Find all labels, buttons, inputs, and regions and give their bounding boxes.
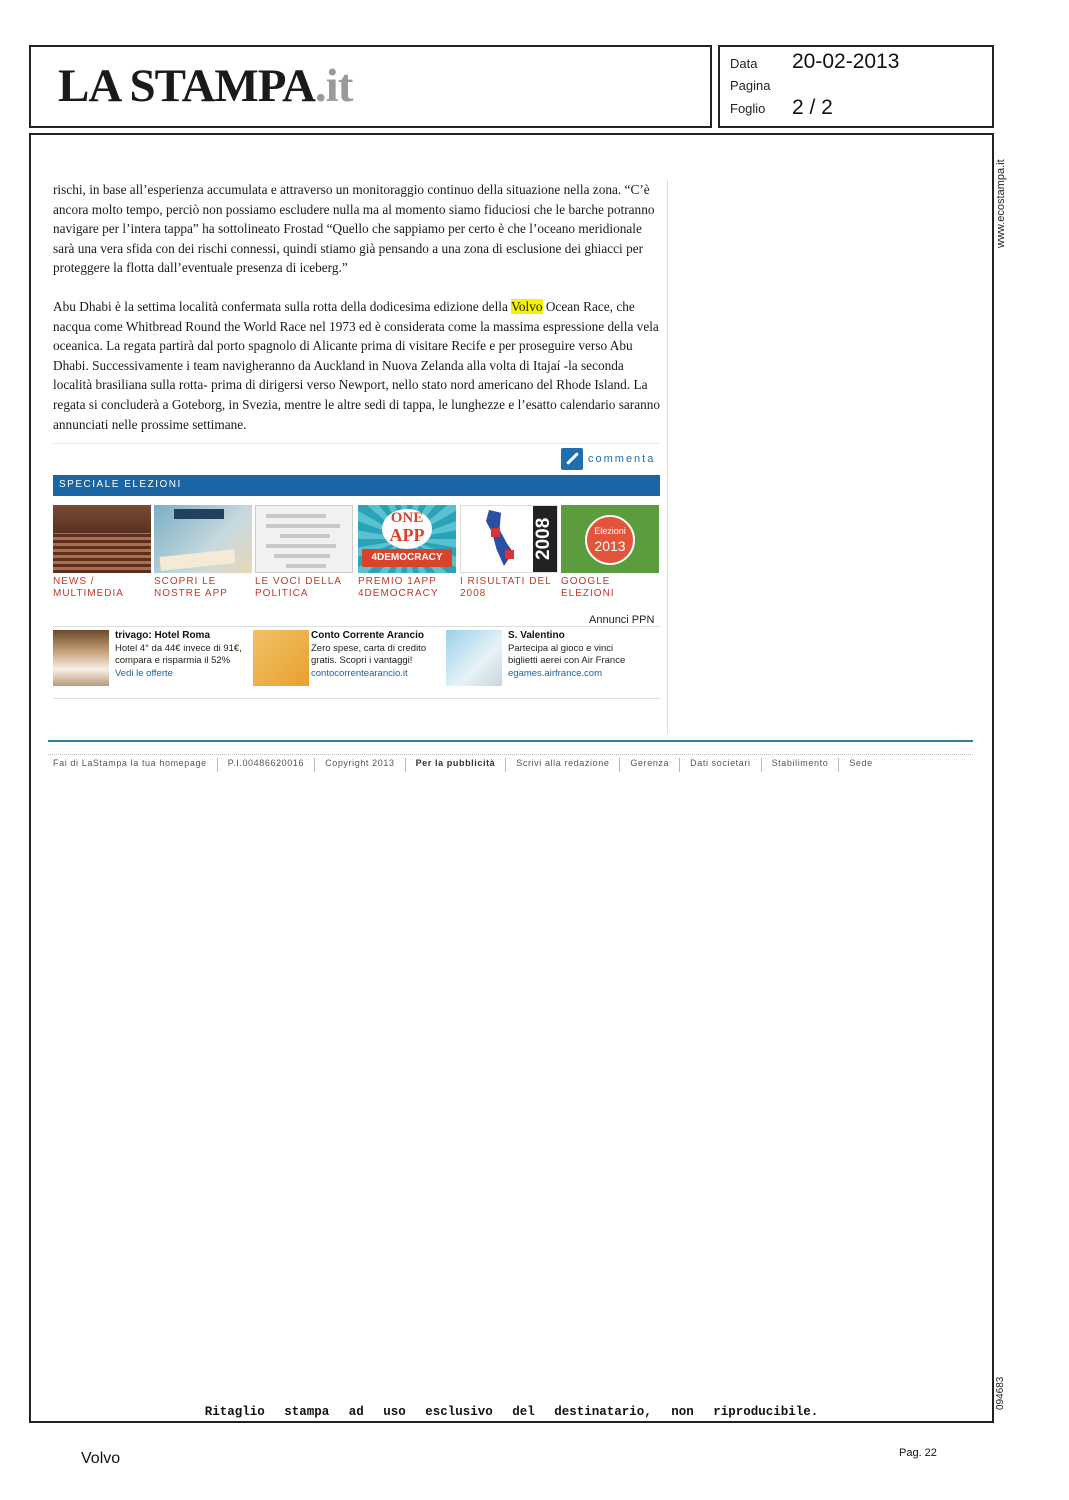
footer-link[interactable]: Scrivi alla redazione <box>505 758 619 772</box>
la-stampa-logo: LA STAMPA.it <box>58 60 353 112</box>
footer-link[interactable]: Per la pubblicità <box>405 758 506 772</box>
tile-scopri-app[interactable]: SCOPRI LE NOSTRE APP <box>154 505 252 600</box>
footer-rule <box>48 740 973 742</box>
page-label: Pagina <box>730 78 771 93</box>
paragraph-2: Abu Dhabi è la settima località confermata sulla rotta della dodicesima edizione della Volvo Ocean Race, che nacqua come Whitbread Round the World Race nel 1973 ed è considerata come la massima espressione della vela oceanica. La regata partirà dal porto spagnolo di Alicante prima di visitare Recife e per proseguire verso Abu Dhabi. Successivamente i team navigheranno da Auckland in Nuova Zelanda alla volta di Itajaí -la seconda località brasiliana sulla rotta- prima di dirigersi verso Newport, nello stato nord americano del Rhode Island. La regata si concluderà a Goteborg, in Svezia, mentre le altre sedi di tappa, le lunghezze e l’esatto calendario saranno annunciati nelle prossime settimane. <box>53 299 661 432</box>
italy-map-icon: 2008 <box>460 505 558 573</box>
ad-link[interactable]: egames.airfrance.com <box>508 667 602 679</box>
app-promo-icon <box>154 505 252 573</box>
highlighted-keyword: Volvo <box>510 299 543 314</box>
page-number: Pag. 22 <box>899 1447 937 1459</box>
ad-link[interactable]: Vedi le offerte <box>115 667 173 679</box>
elezioni-badge-icon: Elezioni 2013 <box>561 505 659 573</box>
ecostampa-site: www.ecostampa.it <box>995 159 1007 248</box>
annunci-label: Annunci PPN <box>589 614 655 626</box>
footer-link[interactable]: Copyright 2013 <box>314 758 404 772</box>
tile-news-multimedia[interactable]: NEWS / MULTIMEDIA <box>53 505 151 600</box>
commenta-button[interactable] <box>561 447 655 471</box>
ads-divider-top <box>53 626 660 627</box>
ad-link[interactable]: contocorrentearancio.it <box>311 667 408 679</box>
tile-google-elezioni[interactable]: Elezioni 2013 GOOGLE ELEZIONI <box>561 505 659 600</box>
tile-voci-politica[interactable]: LE VOCI DELLA POLITICA <box>255 505 353 600</box>
footer-link[interactable]: Sede <box>838 758 882 772</box>
footer-link[interactable]: Fai di LaStampa la tua homepage <box>53 758 207 768</box>
date-label: Data <box>730 56 758 71</box>
sheet-value: 2 / 2 <box>792 96 833 119</box>
tile-premio-1app[interactable]: ONE APP 4DEMOCRACY PREMIO 1APP 4DEMOCRACY <box>358 505 456 600</box>
hotel-room-image <box>53 630 109 686</box>
credit-card-image <box>253 630 309 686</box>
clipping-code: 094683 <box>995 1376 1006 1410</box>
tile-risultati-2008[interactable]: 2008 I RISULTATI DEL 2008 <box>460 505 558 600</box>
ads-divider-bottom <box>53 698 660 699</box>
footer-link[interactable]: Dati societari <box>679 758 760 772</box>
commenta-label: commenta <box>588 453 656 465</box>
speciale-tiles <box>53 505 663 605</box>
paragraph-1: rischi, in base all’esperienza accumulata e attraverso un monitoraggio continuo della situazione nella zona. “C’è ancora molto tempo, perciò non possiamo escludere nulla ma al momento siamo fiduciosi che le barche potranno navigare per l’intera tappa” ha sottolineato Frostad “Quello che sappiamo per certo è che l’oceano meridionale sarà una vera sfida con dei rischi connessi, quindi stiamo già pensando a una zona di esclusione dei ghiacci per proteggere la flotta dall’eventuale presenza di iceberg.” <box>53 182 655 276</box>
clipping-keyword: Volvo <box>81 1450 121 1467</box>
column-divider <box>667 180 668 734</box>
pencil-icon <box>561 448 583 470</box>
airfrance-image <box>446 630 502 686</box>
masthead-box <box>29 45 712 128</box>
sheet-label: Foglio <box>730 101 766 116</box>
ritaglio-notice: Ritaglio stampa ad uso esclusivo del destinatario, non riproducibile. <box>204 1405 819 1419</box>
footer-link[interactable]: P.I.00486620016 <box>217 758 314 772</box>
parliament-photo-icon <box>53 505 151 573</box>
hashtag-cloud-icon <box>255 505 353 573</box>
speciale-elezioni-bar: SPECIALE ELEZIONI <box>53 475 660 496</box>
date-value: 20-02-2013 <box>792 50 900 73</box>
footer-dotted-rule <box>48 754 973 755</box>
footer-nav <box>53 758 883 772</box>
meta-box <box>718 45 994 128</box>
footer-link[interactable]: Stabilimento <box>761 758 839 772</box>
footer-link[interactable]: Gerenza <box>619 758 679 772</box>
one-app-badge-icon: ONE APP 4DEMOCRACY <box>358 505 456 573</box>
comment-divider <box>53 443 660 444</box>
